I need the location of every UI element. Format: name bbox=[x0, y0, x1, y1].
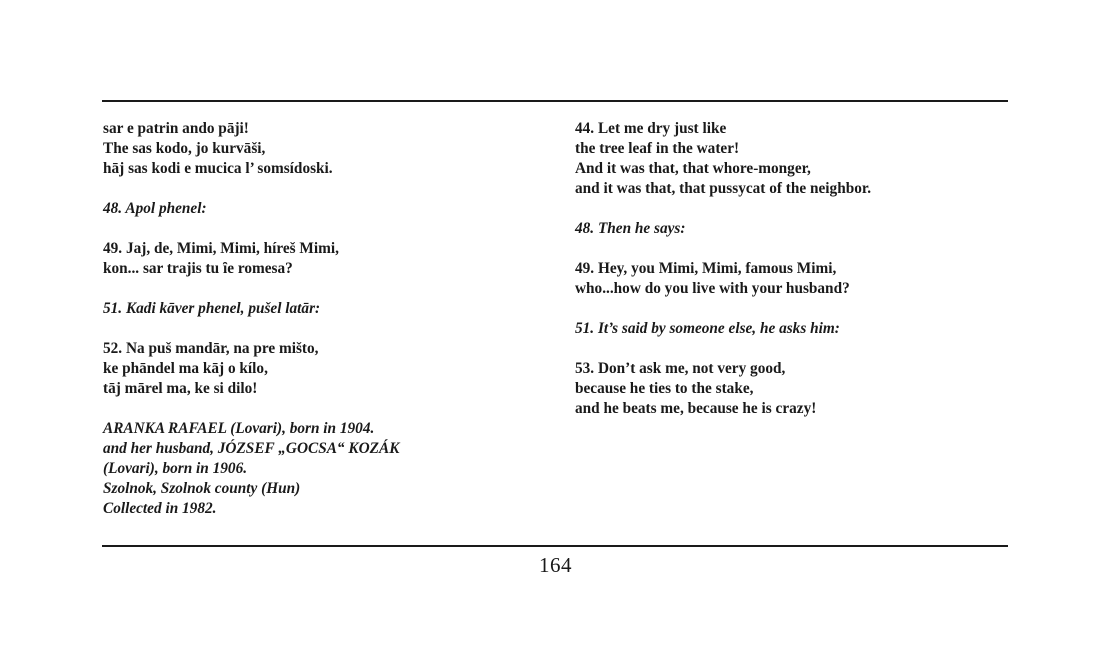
credit-line: (Lovari), born in 1906. bbox=[103, 460, 248, 477]
verse-line: because he ties to the stake, bbox=[575, 380, 754, 397]
verse-line: kon... sar trajis tu ȋe romesa? bbox=[103, 260, 293, 277]
verse-line: 49. Jaj, de, Mimi, Mimi, híreš Mimi, bbox=[103, 240, 339, 257]
left-column-romani-text bbox=[103, 119, 543, 519]
credit-line: Collected in 1982. bbox=[103, 500, 217, 517]
speaker-note: 48. Apol phenel: bbox=[103, 200, 207, 217]
stanza-gap bbox=[103, 219, 543, 239]
speaker-note: 51. It’s said by someone else, he asks him: bbox=[575, 320, 840, 337]
right-column-english-translation bbox=[575, 119, 1005, 419]
verse-line: 52. Na puš mandār, na pre mišto, bbox=[103, 340, 319, 357]
stanza-gap bbox=[575, 339, 1005, 359]
verse-line: The sas kodo, jo kurvāši, bbox=[103, 140, 266, 157]
stanza-gap bbox=[575, 299, 1005, 319]
stanza-gap bbox=[103, 279, 543, 299]
speaker-note: 48. Then he says: bbox=[575, 220, 686, 237]
verse-line: sar e patrin ando pāji! bbox=[103, 120, 249, 137]
stanza-gap bbox=[575, 239, 1005, 259]
verse-line: hāj sas kodi e mucica l’ somsídoski. bbox=[103, 160, 333, 177]
credit-line: and her husband, JÓZSEF „GOCSA“ KOZÁK bbox=[103, 440, 400, 457]
credit-line: Szolnok, Szolnok county (Hun) bbox=[103, 480, 301, 497]
verse-line: tāj mārel ma, ke si dilo! bbox=[103, 380, 258, 397]
verse-line: who...how do you live with your husband? bbox=[575, 280, 850, 297]
stanza-gap bbox=[575, 199, 1005, 219]
credit-line: ARANKA RAFAEL (Lovari), born in 1904. bbox=[103, 420, 375, 437]
verse-line: And it was that, that whore-monger, bbox=[575, 160, 811, 177]
stanza-gap bbox=[103, 179, 543, 199]
stanza-gap bbox=[103, 319, 543, 339]
verse-line: the tree leaf in the water! bbox=[575, 140, 740, 157]
top-rule bbox=[102, 100, 1008, 102]
bottom-rule bbox=[102, 545, 1008, 547]
verse-line: ke phāndel ma kāj o kílo, bbox=[103, 360, 268, 377]
page-number: 164 bbox=[539, 553, 572, 577]
verse-line: and it was that, that pussycat of the neighbor. bbox=[575, 180, 872, 197]
verse-line: and he beats me, because he is crazy! bbox=[575, 400, 817, 417]
verse-line: 44. Let me dry just like bbox=[575, 120, 727, 137]
speaker-note: 51. Kadi kāver phenel, pušel latār: bbox=[103, 300, 321, 317]
verse-line: 53. Don’t ask me, not very good, bbox=[575, 360, 786, 377]
stanza-gap bbox=[103, 399, 543, 419]
verse-line: 49. Hey, you Mimi, Mimi, famous Mimi, bbox=[575, 260, 837, 277]
